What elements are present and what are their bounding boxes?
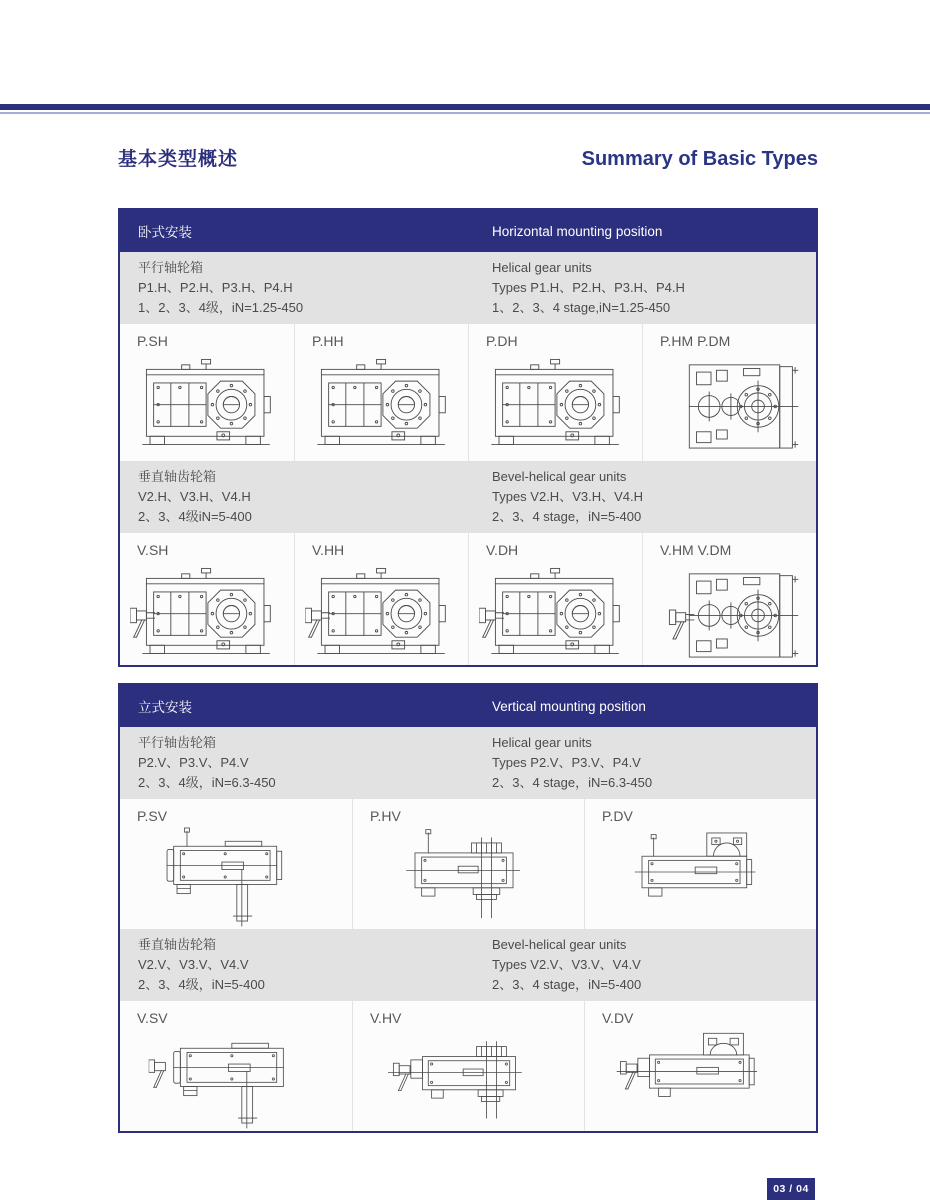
table-header-en: Vertical mounting position: [492, 698, 646, 714]
gearbox-drawing-vdv: [612, 1025, 790, 1131]
type-table: [118, 208, 818, 667]
type-cell: [120, 1001, 352, 1131]
type-label: P.SV: [137, 808, 168, 824]
type-cell: [294, 533, 468, 665]
info-line: 平行轴轮箱: [138, 260, 204, 275]
info-line: 平行轴齿轮箱: [138, 735, 217, 750]
gearbox-drawing-ph: [305, 354, 459, 458]
page-title-en: Summary of Basic Types: [581, 148, 818, 170]
type-cell: [468, 324, 642, 461]
drawing-row: [120, 799, 816, 929]
gearbox-drawing-vsv: [147, 1025, 325, 1131]
page-number-badge: 03 / 04: [767, 1178, 815, 1200]
info-line: Helical gear units: [492, 260, 592, 275]
info-line: V2.V、V3.V、V4.V: [138, 957, 249, 972]
type-label: P.SH: [137, 333, 168, 349]
info-line: 1、2、3、4 stage,iN=1.25-450: [492, 300, 671, 315]
table-header-en: Horizontal mounting position: [492, 223, 663, 239]
section-info-en: [492, 929, 816, 1001]
info-line: 2、3、4级，iN=6.3-450: [138, 775, 276, 790]
type-label: P.HH: [312, 333, 344, 349]
type-label: P.HM P.DM: [660, 333, 731, 349]
gearbox-drawing-phv: [380, 823, 558, 929]
info-line: Types P2.V、P3.V、P4.V: [492, 755, 641, 770]
section-info-row: [120, 252, 816, 324]
info-line: 1、2、3、4级，iN=1.25-450: [138, 300, 304, 315]
type-label: V.SV: [137, 1010, 168, 1026]
type-cell: [642, 533, 816, 665]
type-label: V.HV: [370, 1010, 402, 1026]
table-header-row: [120, 685, 816, 727]
table-header-zh: 立式安装: [138, 700, 192, 715]
page-title-zh: 基本类型概述: [118, 149, 239, 170]
gearbox-drawing-vh: [479, 563, 633, 665]
type-label: P.HV: [370, 808, 401, 824]
type-cell: [120, 533, 294, 665]
type-label: P.DV: [602, 808, 633, 824]
drawing-row: [120, 1001, 816, 1131]
info-line: Types P1.H、P2.H、P3.H、P4.H: [492, 280, 685, 295]
type-label: V.SH: [137, 542, 169, 558]
table-header-row: [120, 210, 816, 252]
section-info-en: [492, 252, 816, 324]
info-line: 2、3、4级，iN=5-400: [138, 977, 265, 992]
info-line: 2、3、4级iN=5-400: [138, 509, 252, 524]
section-info-zh: [120, 929, 492, 1001]
type-table: [118, 683, 818, 1133]
gearbox-drawing-phm: [653, 354, 807, 458]
info-line: 2、3、4 stage，iN=5-400: [492, 977, 642, 992]
info-line: Bevel-helical gear units: [492, 937, 627, 952]
section-info-zh: [120, 727, 492, 799]
section-info-en: [492, 727, 816, 799]
info-line: Bevel-helical gear units: [492, 469, 627, 484]
section-info-row: [120, 929, 816, 1001]
type-cell: [468, 533, 642, 665]
info-line: 2、3、4 stage，iN=6.3-450: [492, 775, 653, 790]
top-rule: [0, 104, 930, 110]
gearbox-drawing-vhm: [653, 563, 807, 665]
info-line: P1.H、P2.H、P3.H、P4.H: [138, 280, 293, 295]
gearbox-drawing-pdv: [612, 823, 790, 929]
section-info-row: [120, 727, 816, 799]
info-line: Types V2.H、V3.H、V4.H: [492, 489, 643, 504]
type-cell: [120, 799, 352, 929]
section-info-zh: [120, 252, 492, 324]
drawing-row: [120, 324, 816, 461]
gearbox-drawing-ph: [130, 354, 284, 458]
drawing-row: [120, 533, 816, 665]
gearbox-drawing-vhv: [380, 1025, 558, 1131]
type-cell: [584, 1001, 816, 1131]
type-cell: [584, 799, 816, 929]
info-line: P2.V、P3.V、P4.V: [138, 755, 249, 770]
gearbox-drawing-vh: [130, 563, 284, 665]
section-info-row: [120, 461, 816, 533]
type-label: P.DH: [486, 333, 518, 349]
type-cell: [352, 799, 584, 929]
info-line: Helical gear units: [492, 735, 592, 750]
type-label: V.DV: [602, 1010, 634, 1026]
type-cell: [352, 1001, 584, 1131]
info-line: Types V2.V、V3.V、V4.V: [492, 957, 641, 972]
type-label: V.HM V.DM: [660, 542, 732, 558]
type-cell: [120, 324, 294, 461]
section-info-zh: [120, 461, 492, 533]
info-line: V2.H、V3.H、V4.H: [138, 489, 251, 504]
info-line: 垂直轴齿轮箱: [138, 469, 217, 484]
type-cell: [294, 324, 468, 461]
section-info-en: [492, 461, 816, 533]
info-line: 垂直轴齿轮箱: [138, 937, 217, 952]
gearbox-drawing-psv: [147, 823, 325, 929]
type-label: V.DH: [486, 542, 519, 558]
type-label: V.HH: [312, 542, 345, 558]
table-header-zh: 卧式安装: [138, 225, 192, 240]
gearbox-drawing-ph: [479, 354, 633, 458]
info-line: 2、3、4 stage，iN=5-400: [492, 509, 642, 524]
top-rule-accent: [0, 112, 930, 114]
type-cell: [642, 324, 816, 461]
page-title-row: [118, 144, 818, 171]
tables: [118, 208, 818, 1149]
gearbox-drawing-vh: [305, 563, 459, 665]
